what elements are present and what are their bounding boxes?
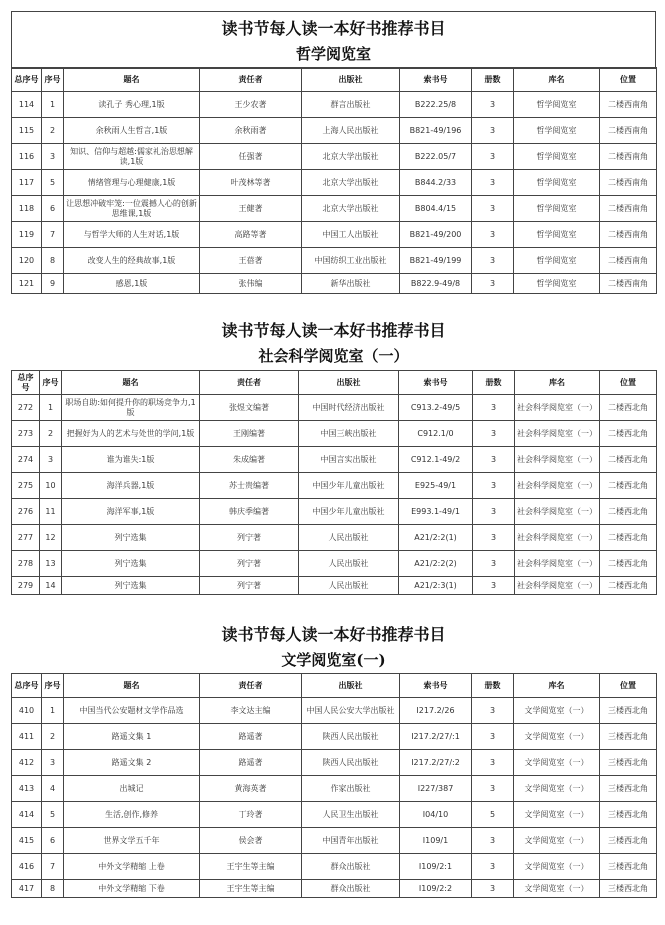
cell-location: 二楼西北角 (600, 499, 657, 525)
cell-publisher: 陕西人民出版社 (302, 750, 400, 776)
cell-total-no: 274 (12, 447, 40, 473)
cell-call-number: I217.2/27/:1 (400, 724, 472, 750)
book-table (11, 67, 657, 294)
sub-title: 哲学阅览室 (295, 45, 371, 63)
cell-library: 哲学阅览室 (514, 222, 600, 248)
table-row (12, 880, 657, 898)
cell-author: 侯会著 (200, 828, 302, 854)
cell-library: 哲学阅览室 (514, 196, 600, 222)
cell-call-number: E993.1-49/1 (399, 499, 473, 525)
cell-title: 列宁选集 (62, 577, 200, 595)
cell-call-number: A21/2:2(1) (399, 525, 473, 551)
cell-call-number: I227/387 (400, 776, 472, 802)
cell-copies: 3 (473, 525, 515, 551)
main-title: 读书节每人读一本好书推荐书目 (221, 19, 446, 38)
cell-seq-no: 12 (40, 525, 62, 551)
cell-title: 列宁选集 (62, 551, 200, 577)
cell-location: 二楼西南角 (600, 170, 657, 196)
cell-total-no: 412 (12, 750, 42, 776)
cell-library: 文学阅览室（一） (514, 698, 600, 724)
cell-copies: 3 (472, 170, 514, 196)
cell-library: 文学阅览室（一） (514, 724, 600, 750)
header-row (12, 68, 657, 92)
header-total-no: 总序号 (12, 371, 40, 395)
cell-author: 列宁著 (200, 525, 299, 551)
cell-publisher: 北京大学出版社 (302, 144, 400, 170)
cell-call-number: I04/10 (400, 802, 472, 828)
cell-title: 海洋兵器,1版 (62, 473, 200, 499)
cell-copies: 5 (472, 802, 514, 828)
header-copies: 册数 (473, 371, 515, 395)
cell-seq-no: 1 (42, 698, 64, 724)
cell-title: 中国当代公安题材文学作品选 (64, 698, 200, 724)
cell-title: 生活,创作,修养 (64, 802, 200, 828)
cell-total-no: 278 (12, 551, 40, 577)
cell-publisher: 上海人民出版社 (302, 118, 400, 144)
header-row (12, 674, 657, 698)
sub-title: 社会科学阅览室（一） (258, 347, 409, 365)
cell-call-number: A21/2:3(1) (399, 577, 473, 595)
cell-library: 哲学阅览室 (514, 118, 600, 144)
cell-title: 谁为谁失:1版 (62, 447, 200, 473)
header-location: 位置 (600, 674, 657, 698)
cell-seq-no: 2 (42, 724, 64, 750)
table-row (12, 222, 657, 248)
cell-author: 列宁著 (200, 551, 299, 577)
cell-copies: 3 (472, 222, 514, 248)
cell-call-number: I109/2:1 (400, 854, 472, 880)
cell-seq-no: 1 (40, 395, 62, 421)
table-row (12, 395, 657, 421)
cell-publisher: 北京大学出版社 (302, 196, 400, 222)
cell-author: 黄海英著 (200, 776, 302, 802)
cell-library: 文学阅览室（一） (514, 750, 600, 776)
cell-library: 文学阅览室（一） (514, 854, 600, 880)
cell-library: 哲学阅览室 (514, 170, 600, 196)
cell-location: 二楼西北角 (600, 421, 657, 447)
table-row (12, 776, 657, 802)
header-title: 题名 (62, 371, 200, 395)
cell-publisher: 作家出版社 (302, 776, 400, 802)
cell-total-no: 115 (12, 118, 42, 144)
header-seq-no: 序号 (42, 68, 64, 92)
header-call-number: 索书号 (399, 371, 473, 395)
cell-seq-no: 8 (42, 248, 64, 274)
cell-publisher: 中国人民公安大学出版社 (302, 698, 400, 724)
cell-author: 苏士贵编著 (200, 473, 299, 499)
cell-call-number: C912.1-49/2 (399, 447, 473, 473)
cell-copies: 3 (472, 248, 514, 274)
cell-total-no: 116 (12, 144, 42, 170)
cell-author: 丁玲著 (200, 802, 302, 828)
cell-copies: 3 (472, 776, 514, 802)
header-total-no: 总序号 (12, 674, 42, 698)
book-table (11, 370, 657, 595)
cell-location: 三楼西北角 (600, 854, 657, 880)
cell-total-no: 273 (12, 421, 40, 447)
cell-location: 二楼西南角 (600, 92, 657, 118)
cell-author: 高路等著 (200, 222, 302, 248)
table-row (12, 551, 657, 577)
header-library: 库名 (514, 674, 600, 698)
header-copies: 册数 (472, 68, 514, 92)
cell-copies: 3 (473, 395, 515, 421)
cell-author: 王刚编著 (200, 421, 299, 447)
cell-total-no: 410 (12, 698, 42, 724)
cell-title: 出城记 (64, 776, 200, 802)
cell-author: 余秋雨著 (200, 118, 302, 144)
cell-location: 三楼西北角 (600, 828, 657, 854)
table-row (12, 724, 657, 750)
cell-title: 职场自助:如何提升你的职场竞争力,1版 (62, 395, 200, 421)
cell-publisher: 中国少年儿童出版社 (299, 473, 399, 499)
cell-publisher: 中国工人出版社 (302, 222, 400, 248)
cell-library: 社会科学阅览室（一） (515, 499, 600, 525)
header-seq-no: 序号 (40, 371, 62, 395)
table-row (12, 421, 657, 447)
cell-location: 二楼西北角 (600, 551, 657, 577)
main-title: 读书节每人读一本好书推荐书目 (221, 321, 446, 340)
cell-publisher: 陕西人民出版社 (302, 724, 400, 750)
table-row (12, 473, 657, 499)
cell-location: 三楼西北角 (600, 750, 657, 776)
header-author: 责任者 (200, 674, 302, 698)
cell-call-number: E925-49/1 (399, 473, 473, 499)
cell-location: 三楼西北角 (600, 698, 657, 724)
cell-publisher: 群众出版社 (302, 880, 400, 898)
cell-total-no: 415 (12, 828, 42, 854)
cell-author: 王宇生等主编 (200, 854, 302, 880)
cell-seq-no: 6 (42, 828, 64, 854)
cell-total-no: 119 (12, 222, 42, 248)
cell-author: 李文达主编 (200, 698, 302, 724)
cell-library: 哲学阅览室 (514, 92, 600, 118)
cell-title: 余秋雨人生哲言,1版 (64, 118, 200, 144)
cell-copies: 3 (472, 880, 514, 898)
cell-call-number: B222.25/8 (400, 92, 472, 118)
cell-location: 二楼西南角 (600, 248, 657, 274)
cell-publisher: 群言出版社 (302, 92, 400, 118)
table-row (12, 577, 657, 595)
cell-library: 文学阅览室（一） (514, 802, 600, 828)
cell-title: 路遥文集 2 (64, 750, 200, 776)
cell-total-no: 276 (12, 499, 40, 525)
cell-copies: 3 (473, 499, 515, 525)
cell-publisher: 中国纺织工业出版社 (302, 248, 400, 274)
cell-copies: 3 (472, 274, 514, 294)
header-call-number: 索书号 (400, 68, 472, 92)
cell-library: 社会科学阅览室（一） (515, 577, 600, 595)
cell-library: 社会科学阅览室（一） (515, 421, 600, 447)
cell-library: 社会科学阅览室（一） (515, 447, 600, 473)
cell-publisher: 群众出版社 (302, 854, 400, 880)
cell-library: 社会科学阅览室（一） (515, 525, 600, 551)
cell-location: 二楼西北角 (600, 577, 657, 595)
cell-seq-no: 7 (42, 222, 64, 248)
table-row (12, 854, 657, 880)
table-row (12, 118, 657, 144)
cell-library: 文学阅览室（一） (514, 828, 600, 854)
cell-total-no: 118 (12, 196, 42, 222)
cell-seq-no: 4 (42, 776, 64, 802)
main-title: 读书节每人读一本好书推荐书目 (221, 625, 446, 644)
cell-author: 王少农著 (200, 92, 302, 118)
cell-seq-no: 5 (42, 170, 64, 196)
cell-seq-no: 9 (42, 274, 64, 294)
cell-total-no: 411 (12, 724, 42, 750)
cell-location: 二楼西北角 (600, 395, 657, 421)
cell-title: 中外文学精缩 下卷 (64, 880, 200, 898)
table-row (12, 144, 657, 170)
cell-call-number: A21/2:2(2) (399, 551, 473, 577)
cell-library: 社会科学阅览室（一） (515, 551, 600, 577)
cell-library: 社会科学阅览室（一） (515, 473, 600, 499)
cell-total-no: 121 (12, 274, 42, 294)
cell-call-number: C912.1/0 (399, 421, 473, 447)
cell-total-no: 277 (12, 525, 40, 551)
cell-location: 三楼西北角 (600, 776, 657, 802)
cell-publisher: 中国三峡出版社 (299, 421, 399, 447)
cell-publisher: 中国青年出版社 (302, 828, 400, 854)
cell-author: 王宇生等主编 (200, 880, 302, 898)
cell-library: 哲学阅览室 (514, 274, 600, 294)
cell-copies: 3 (472, 92, 514, 118)
cell-call-number: B222.05/7 (400, 144, 472, 170)
cell-author: 王健著 (200, 196, 302, 222)
cell-author: 任强著 (200, 144, 302, 170)
cell-total-no: 117 (12, 170, 42, 196)
cell-total-no: 279 (12, 577, 40, 595)
cell-author: 路遥著 (200, 724, 302, 750)
table-row (12, 92, 657, 118)
cell-author: 路遥著 (200, 750, 302, 776)
cell-copies: 3 (473, 447, 515, 473)
table-row (12, 499, 657, 525)
cell-publisher: 人民出版社 (299, 551, 399, 577)
cell-seq-no: 2 (42, 118, 64, 144)
cell-publisher: 人民出版社 (299, 577, 399, 595)
cell-copies: 3 (472, 750, 514, 776)
cell-call-number: I109/1 (400, 828, 472, 854)
cell-location: 二楼西北角 (600, 447, 657, 473)
cell-call-number: B804.4/15 (400, 196, 472, 222)
cell-location: 二楼西南角 (600, 144, 657, 170)
cell-seq-no: 6 (42, 196, 64, 222)
cell-seq-no: 3 (40, 447, 62, 473)
cell-library: 文学阅览室（一） (514, 880, 600, 898)
cell-seq-no: 14 (40, 577, 62, 595)
cell-seq-no: 2 (40, 421, 62, 447)
cell-copies: 3 (473, 577, 515, 595)
header-location: 位置 (600, 371, 657, 395)
book-table (11, 673, 657, 898)
header-publisher: 出版社 (302, 674, 400, 698)
cell-location: 二楼西北角 (600, 473, 657, 499)
header-title: 题名 (64, 674, 200, 698)
cell-seq-no: 10 (40, 473, 62, 499)
cell-call-number: I109/2:2 (400, 880, 472, 898)
cell-seq-no: 13 (40, 551, 62, 577)
cell-total-no: 120 (12, 248, 42, 274)
cell-title: 把握好为人的艺术与处世的学问,1版 (62, 421, 200, 447)
cell-author: 列宁著 (200, 577, 299, 595)
table-row (12, 248, 657, 274)
cell-total-no: 414 (12, 802, 42, 828)
cell-author: 朱成编著 (200, 447, 299, 473)
table-row (12, 698, 657, 724)
cell-library: 哲学阅览室 (514, 248, 600, 274)
cell-location: 三楼西北角 (600, 724, 657, 750)
cell-total-no: 272 (12, 395, 40, 421)
header-publisher: 出版社 (302, 68, 400, 92)
header-author: 责任者 (200, 371, 299, 395)
cell-call-number: B821-49/200 (400, 222, 472, 248)
cell-author: 张伟编 (200, 274, 302, 294)
cell-publisher: 北京大学出版社 (302, 170, 400, 196)
cell-library: 哲学阅览室 (514, 144, 600, 170)
cell-location: 二楼西南角 (600, 196, 657, 222)
cell-total-no: 417 (12, 880, 42, 898)
cell-title: 路遥文集 1 (64, 724, 200, 750)
table-row (12, 447, 657, 473)
cell-total-no: 275 (12, 473, 40, 499)
cell-call-number: B844.2/33 (400, 170, 472, 196)
cell-title: 情绪管理与心理健康,1版 (64, 170, 200, 196)
cell-copies: 3 (473, 421, 515, 447)
cell-copies: 3 (472, 724, 514, 750)
cell-seq-no: 3 (42, 750, 64, 776)
sub-title: 文学阅览室(一) (281, 651, 386, 669)
cell-author: 叶茂林等著 (200, 170, 302, 196)
cell-call-number: B821-49/199 (400, 248, 472, 274)
cell-publisher: 人民出版社 (299, 525, 399, 551)
cell-title: 与哲学大师的人生对话,1版 (64, 222, 200, 248)
cell-location: 二楼西南角 (600, 118, 657, 144)
cell-title: 世界文学五千年 (64, 828, 200, 854)
cell-location: 三楼西北角 (600, 802, 657, 828)
header-library: 库名 (515, 371, 600, 395)
cell-seq-no: 1 (42, 92, 64, 118)
cell-author: 韩庆季编著 (200, 499, 299, 525)
header-location: 位置 (600, 68, 657, 92)
cell-seq-no: 8 (42, 880, 64, 898)
header-library: 库名 (514, 68, 600, 92)
cell-title: 改变人生的经典故事,1版 (64, 248, 200, 274)
table-row (12, 525, 657, 551)
header-author: 责任者 (200, 68, 302, 92)
cell-seq-no: 5 (42, 802, 64, 828)
cell-call-number: I217.2/26 (400, 698, 472, 724)
cell-location: 二楼西北角 (600, 525, 657, 551)
header-copies: 册数 (472, 674, 514, 698)
header-publisher: 出版社 (299, 371, 399, 395)
cell-copies: 3 (473, 551, 515, 577)
cell-copies: 3 (473, 473, 515, 499)
cell-call-number: B822.9-49/8 (400, 274, 472, 294)
cell-author: 王蓓著 (200, 248, 302, 274)
table-row (12, 170, 657, 196)
cell-title: 知识、信仰与超越:儒家礼治思想解读,1版 (64, 144, 200, 170)
cell-publisher: 中国少年儿童出版社 (299, 499, 399, 525)
cell-seq-no: 3 (42, 144, 64, 170)
cell-total-no: 413 (12, 776, 42, 802)
cell-call-number: C913.2-49/5 (399, 395, 473, 421)
header-title: 题名 (64, 68, 200, 92)
table-row (12, 196, 657, 222)
table-row (12, 802, 657, 828)
cell-total-no: 114 (12, 92, 42, 118)
cell-title: 列宁选集 (62, 525, 200, 551)
cell-location: 二楼西南角 (600, 222, 657, 248)
cell-title: 海洋军事,1版 (62, 499, 200, 525)
header-total-no: 总序号 (12, 68, 42, 92)
cell-copies: 3 (472, 854, 514, 880)
header-row (12, 371, 657, 395)
cell-publisher: 中国言实出版社 (299, 447, 399, 473)
cell-copies: 3 (472, 196, 514, 222)
cell-library: 文学阅览室（一） (514, 776, 600, 802)
table-row (12, 274, 657, 294)
cell-location: 三楼西北角 (600, 880, 657, 898)
cell-publisher: 中国时代经济出版社 (299, 395, 399, 421)
cell-library: 社会科学阅览室（一） (515, 395, 600, 421)
cell-call-number: I217.2/27/:2 (400, 750, 472, 776)
cell-copies: 3 (472, 698, 514, 724)
cell-title: 让思想冲破牢笼:一位震撼人心的创新思维课,1版 (64, 196, 200, 222)
cell-location: 二楼西南角 (600, 274, 657, 294)
cell-seq-no: 11 (40, 499, 62, 525)
cell-title: 感恩,1版 (64, 274, 200, 294)
header-call-number: 索书号 (400, 674, 472, 698)
cell-copies: 3 (472, 118, 514, 144)
cell-call-number: B821-49/196 (400, 118, 472, 144)
table-row (12, 828, 657, 854)
cell-total-no: 416 (12, 854, 42, 880)
cell-publisher: 人民卫生出版社 (302, 802, 400, 828)
table-row (12, 750, 657, 776)
cell-title: 读孔子 秀心理,1版 (64, 92, 200, 118)
cell-seq-no: 7 (42, 854, 64, 880)
cell-copies: 3 (472, 144, 514, 170)
header-seq-no: 序号 (42, 674, 64, 698)
cell-copies: 3 (472, 828, 514, 854)
cell-author: 张煜文编著 (200, 395, 299, 421)
cell-publisher: 新华出版社 (302, 274, 400, 294)
cell-title: 中外文学精缩 上卷 (64, 854, 200, 880)
